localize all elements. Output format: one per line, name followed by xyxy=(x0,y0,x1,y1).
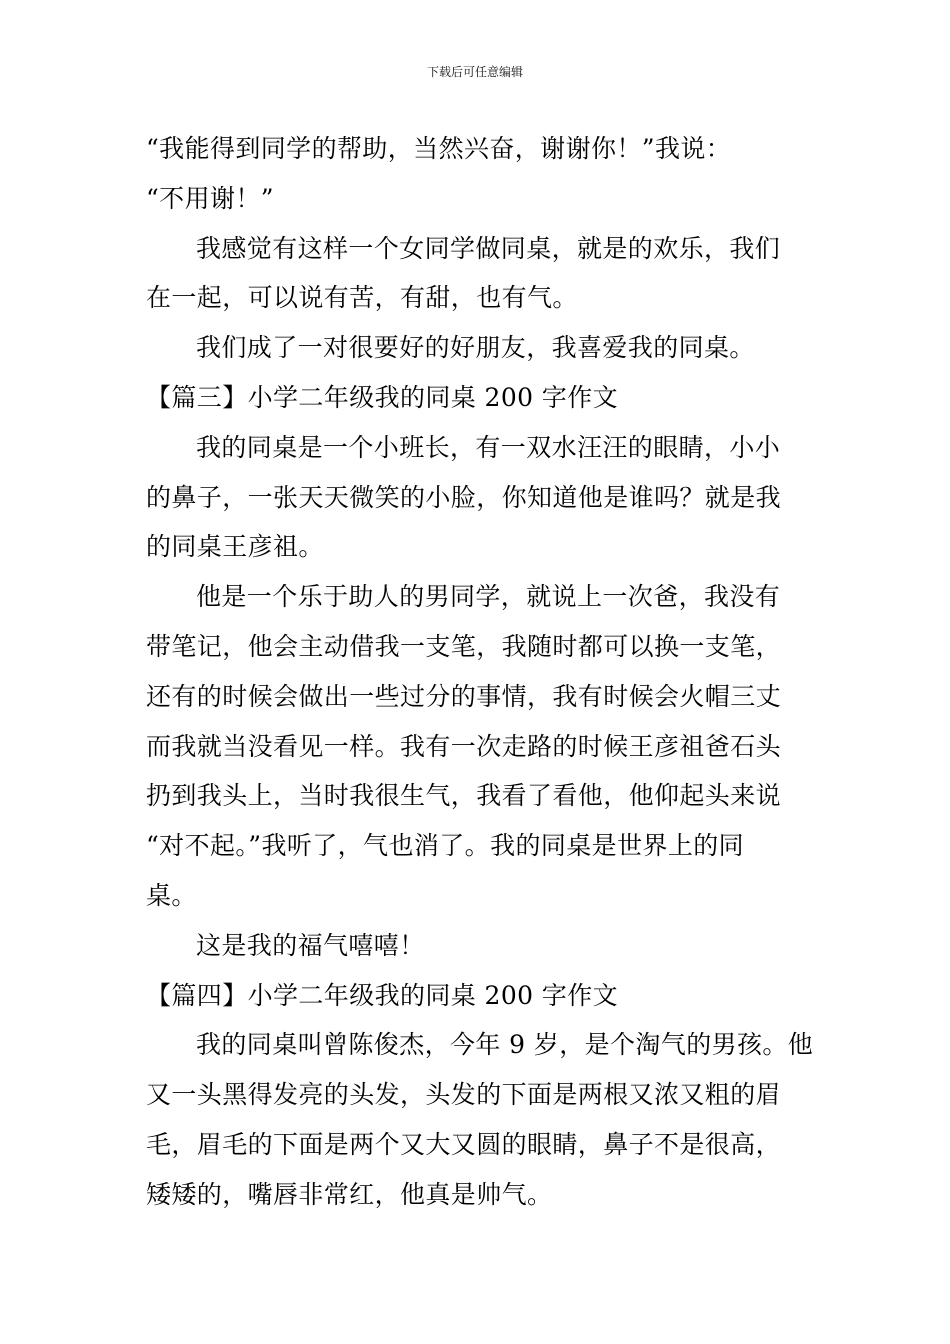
paragraph-line: 而我就当没看见一样。我有一次走路的时候王彦祖爸石头 xyxy=(146,731,782,761)
paragraph-line: 我感觉有这样一个女同学做同桌，就是的欢乐，我们 xyxy=(196,233,781,263)
paragraph-line: 桌。 xyxy=(146,880,197,910)
paragraph-line: 还有的时候会做出一些过分的事情，我有时候会火帽三丈 xyxy=(146,681,782,711)
section-heading-4: 【篇四】小学二年级我的同桌 200 字作文 xyxy=(146,980,619,1010)
paragraph-line: 扔到我头上，当时我很生气，我看了看他，他仰起头来说 xyxy=(146,781,782,811)
paragraph-line: “我能得到同学的帮助，当然兴奋，谢谢你！”我说： xyxy=(146,134,732,163)
paragraph-line: 他是一个乐于助人的男同学，就说上一次爸，我没有 xyxy=(196,582,781,612)
paragraph-line: “不用谢！” xyxy=(146,183,274,213)
paragraph-line: 又一头黑得发亮的头发，头发的下面是两根又浓又粗的眉 xyxy=(146,1080,782,1110)
paragraph-line: 在一起，可以说有苦，有甜，也有气。 xyxy=(146,283,578,313)
paragraph-line: “对不起。”我听了，气也消了。我的同桌是世界上的同 xyxy=(146,831,745,861)
paragraph-line: 带笔记，他会主动借我一支笔，我随时都可以换一支笔， xyxy=(146,631,782,661)
paragraph-line: 的鼻子，一张天天微笑的小脸，你知道他是谁吗？就是我 xyxy=(146,482,782,512)
page-header: 下载后可任意编辑 xyxy=(426,65,523,79)
paragraph-line: 矮矮的，嘴唇非常红，他真是帅气。 xyxy=(146,1179,553,1209)
paragraph-line: 我的同桌叫曾陈俊杰，今年 9 岁，是个淘气的男孩。他 xyxy=(196,1030,814,1060)
document-body xyxy=(146,124,816,1220)
paragraph-line: 毛，眉毛的下面是两个又大又圆的眼睛，鼻子不是很高， xyxy=(146,1129,782,1159)
paragraph-line: 的同桌王彦祖。 xyxy=(146,532,324,562)
paragraph-line: 这是我的福气嘻嘻！ xyxy=(196,930,425,960)
paragraph-line: 我的同桌是一个小班长，有一双水汪汪的眼睛，小小 xyxy=(196,432,781,462)
section-heading-3: 【篇三】小学二年级我的同桌 200 字作文 xyxy=(146,382,619,412)
paragraph-line: 我们成了一对很要好的好朋友，我喜爱我的同桌。 xyxy=(196,333,755,363)
